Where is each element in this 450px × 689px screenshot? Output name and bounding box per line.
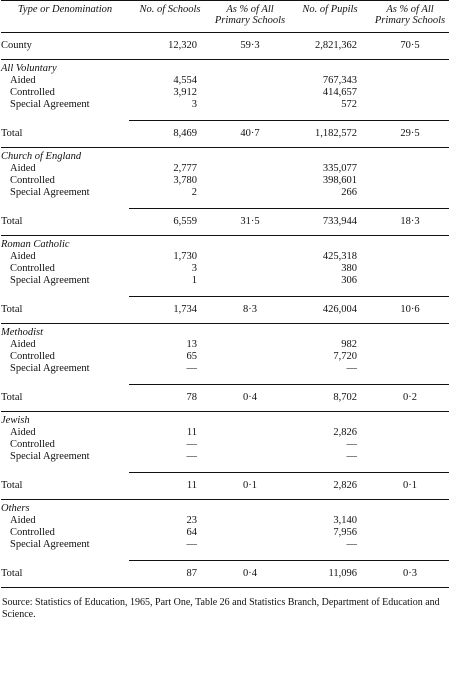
- spacer-cell: [1, 199, 449, 209]
- row-schools-pct: [211, 439, 289, 451]
- row-pupils-pct: [371, 275, 449, 287]
- row-pupils: —: [346, 539, 357, 550]
- row-label: Aided: [10, 163, 36, 174]
- county-schools: 12,320: [129, 33, 211, 60]
- row-pupils: 982: [341, 339, 357, 350]
- spacer-row: [1, 287, 449, 297]
- total-pupils-pct: 0·1: [371, 473, 449, 500]
- row-schools: —: [186, 539, 197, 550]
- total-schools-pct: 0·4: [211, 385, 289, 412]
- county-label: County: [1, 33, 129, 60]
- total-row: [1, 121, 449, 148]
- row-schools: 2: [191, 187, 197, 198]
- group-heading: Others: [1, 503, 30, 514]
- table-row: [1, 175, 449, 187]
- row-schools: 64: [186, 527, 197, 538]
- row-schools-pct: [211, 451, 289, 463]
- row-label: Aided: [10, 427, 36, 438]
- row-schools-pct: [211, 251, 289, 263]
- table-body: [1, 33, 449, 588]
- county-schools-pct: 59·3: [211, 33, 289, 60]
- row-schools: 3: [191, 263, 197, 274]
- row-schools-pct: [211, 87, 289, 99]
- total-schools-pct: 8·3: [211, 297, 289, 324]
- row-pupils-pct: [371, 87, 449, 99]
- row-schools: 3,780: [173, 175, 197, 186]
- row-schools: 11: [186, 427, 197, 438]
- total-pupils: 8,702: [289, 385, 371, 412]
- row-pupils-pct: [371, 175, 449, 187]
- total-pupils-pct: 18·3: [371, 209, 449, 236]
- row-label: Aided: [10, 339, 36, 350]
- spacer-row: [1, 111, 449, 121]
- row-schools-pct: [211, 275, 289, 287]
- total-schools: 87: [129, 561, 211, 588]
- row-pupils-pct: [371, 451, 449, 463]
- group-heading-row: [1, 500, 449, 516]
- table-row: [1, 439, 449, 451]
- row-schools: 3,912: [173, 87, 197, 98]
- table-row: [1, 87, 449, 99]
- row-pupils-pct: [371, 251, 449, 263]
- county-pupils: 2,821,362: [289, 33, 371, 60]
- group-heading-row: [1, 60, 449, 76]
- total-pupils-pct: 29·5: [371, 121, 449, 148]
- county-row: [1, 33, 449, 60]
- total-label: Total: [1, 121, 129, 148]
- row-pupils: 7,720: [333, 351, 357, 362]
- total-schools-pct: 0·4: [211, 561, 289, 588]
- total-schools-pct: 0·1: [211, 473, 289, 500]
- row-schools-pct: [211, 363, 289, 375]
- row-pupils: 306: [341, 275, 357, 286]
- row-schools-pct: [211, 427, 289, 439]
- row-schools-pct: [211, 527, 289, 539]
- row-label: Controlled: [10, 87, 55, 98]
- spacer-cell: [1, 551, 449, 561]
- row-label: Special Agreement: [10, 363, 90, 374]
- row-label: Controlled: [10, 439, 55, 450]
- total-schools: 8,469: [129, 121, 211, 148]
- total-label: Total: [1, 385, 129, 412]
- row-schools-pct: [211, 187, 289, 199]
- row-schools-pct: [211, 515, 289, 527]
- total-pupils-pct: 0·3: [371, 561, 449, 588]
- row-pupils: 398,601: [322, 175, 357, 186]
- row-schools-pct: [211, 351, 289, 363]
- group-heading: Church of England: [1, 151, 82, 162]
- table-row: [1, 263, 449, 275]
- total-label: Total: [1, 209, 129, 236]
- row-pupils-pct: [371, 515, 449, 527]
- row-pupils: —: [346, 439, 357, 450]
- table-row: [1, 339, 449, 351]
- table-row: [1, 187, 449, 199]
- spacer-row: [1, 375, 449, 385]
- row-schools: 2,777: [173, 163, 197, 174]
- total-schools: 1,734: [129, 297, 211, 324]
- total-label: Total: [1, 297, 129, 324]
- row-schools-pct: [211, 539, 289, 551]
- spacer-row: [1, 551, 449, 561]
- row-pupils: 266: [341, 187, 357, 198]
- row-schools: 4,554: [173, 75, 197, 86]
- row-label: Special Agreement: [10, 451, 90, 462]
- row-pupils-pct: [371, 187, 449, 199]
- total-schools-pct: 31·5: [211, 209, 289, 236]
- row-schools: —: [186, 363, 197, 374]
- total-row: [1, 561, 449, 588]
- row-pupils-pct: [371, 539, 449, 551]
- row-schools: 3: [191, 99, 197, 110]
- table-row: [1, 75, 449, 87]
- total-schools-pct: 40·7: [211, 121, 289, 148]
- header-pupils: No. of Pupils: [289, 1, 371, 33]
- group-heading: All Voluntary: [1, 63, 57, 74]
- row-schools: 65: [186, 351, 197, 362]
- total-pupils: 1,182,572: [289, 121, 371, 148]
- spacer-cell: [1, 375, 449, 385]
- row-pupils-pct: [371, 439, 449, 451]
- row-pupils-pct: [371, 163, 449, 175]
- group-heading-row: [1, 236, 449, 252]
- header-row: [1, 1, 449, 33]
- table-row: [1, 527, 449, 539]
- row-pupils-pct: [371, 351, 449, 363]
- group-heading-row: [1, 412, 449, 428]
- group-heading-row: [1, 324, 449, 340]
- row-pupils-pct: [371, 75, 449, 87]
- spacer-row: [1, 199, 449, 209]
- table-row: [1, 99, 449, 111]
- total-pupils: 733,944: [289, 209, 371, 236]
- row-pupils: —: [346, 451, 357, 462]
- row-pupils: 572: [341, 99, 357, 110]
- total-schools: 6,559: [129, 209, 211, 236]
- table-row: [1, 275, 449, 287]
- row-pupils: 767,343: [322, 75, 357, 86]
- row-pupils-pct: [371, 263, 449, 275]
- spacer-row: [1, 463, 449, 473]
- row-label: Controlled: [10, 175, 55, 186]
- row-schools-pct: [211, 339, 289, 351]
- source-note: Source: Statistics of Education, 1965, Part One, Table 26 and Statistics Branch, Department of Education and Science.: [2, 597, 440, 620]
- table-row: [1, 427, 449, 439]
- total-row: [1, 385, 449, 412]
- row-pupils-pct: [371, 527, 449, 539]
- spacer-cell: [1, 463, 449, 473]
- total-pupils: 426,004: [289, 297, 371, 324]
- row-pupils: 335,077: [322, 163, 357, 174]
- total-pupils-pct: 10·6: [371, 297, 449, 324]
- row-label: Controlled: [10, 263, 55, 274]
- row-schools-pct: [211, 75, 289, 87]
- row-pupils: 380: [341, 263, 357, 274]
- row-schools: 1: [191, 275, 197, 286]
- row-pupils: 7,956: [333, 527, 357, 538]
- row-pupils: 3,140: [333, 515, 357, 526]
- header-schools: No. of Schools: [129, 1, 211, 33]
- row-label: Special Agreement: [10, 275, 90, 286]
- group-heading: Roman Catholic: [1, 239, 70, 250]
- table-row: [1, 251, 449, 263]
- total-label: Total: [1, 561, 129, 588]
- table-row: [1, 351, 449, 363]
- header-pupils-pct: As % of All Primary Schools: [371, 1, 449, 33]
- total-row: [1, 209, 449, 236]
- group-heading-row: [1, 148, 449, 164]
- row-pupils: 414,657: [322, 87, 357, 98]
- total-row: [1, 473, 449, 500]
- total-pupils: 2,826: [289, 473, 371, 500]
- total-pupils: 11,096: [289, 561, 371, 588]
- row-label: Aided: [10, 251, 36, 262]
- header-schools-pct: As % of All Primary Schools: [211, 1, 289, 33]
- spacer-cell: [1, 287, 449, 297]
- table-row: [1, 515, 449, 527]
- row-label: Aided: [10, 75, 36, 86]
- table-row: [1, 163, 449, 175]
- row-pupils: 2,826: [333, 427, 357, 438]
- row-label: Controlled: [10, 527, 55, 538]
- total-schools: 78: [129, 385, 211, 412]
- row-label: Special Agreement: [10, 99, 90, 110]
- row-schools-pct: [211, 99, 289, 111]
- total-label: Total: [1, 473, 129, 500]
- county-pupils-pct: 70·5: [371, 33, 449, 60]
- table-row: [1, 539, 449, 551]
- spacer-cell: [1, 111, 449, 121]
- row-schools-pct: [211, 175, 289, 187]
- row-schools: —: [186, 439, 197, 450]
- row-pupils: 425,318: [322, 251, 357, 262]
- total-schools: 11: [129, 473, 211, 500]
- row-pupils: —: [346, 363, 357, 374]
- total-pupils-pct: 0·2: [371, 385, 449, 412]
- table-row: [1, 363, 449, 375]
- header-type: Type or Denomination: [1, 1, 129, 33]
- row-label: Special Agreement: [10, 539, 90, 550]
- row-pupils-pct: [371, 99, 449, 111]
- row-schools-pct: [211, 263, 289, 275]
- group-heading: Methodist: [1, 327, 43, 338]
- row-pupils-pct: [371, 339, 449, 351]
- row-pupils-pct: [371, 427, 449, 439]
- row-label: Controlled: [10, 351, 55, 362]
- row-schools: —: [186, 451, 197, 462]
- row-pupils-pct: [371, 363, 449, 375]
- row-schools: 23: [186, 515, 197, 526]
- schools-table: [1, 0, 449, 588]
- row-label: Special Agreement: [10, 187, 90, 198]
- row-label: Aided: [10, 515, 36, 526]
- row-schools-pct: [211, 163, 289, 175]
- table-row: [1, 451, 449, 463]
- row-schools: 13: [186, 339, 197, 350]
- total-row: [1, 297, 449, 324]
- group-heading: Jewish: [1, 415, 30, 426]
- row-schools: 1,730: [173, 251, 197, 262]
